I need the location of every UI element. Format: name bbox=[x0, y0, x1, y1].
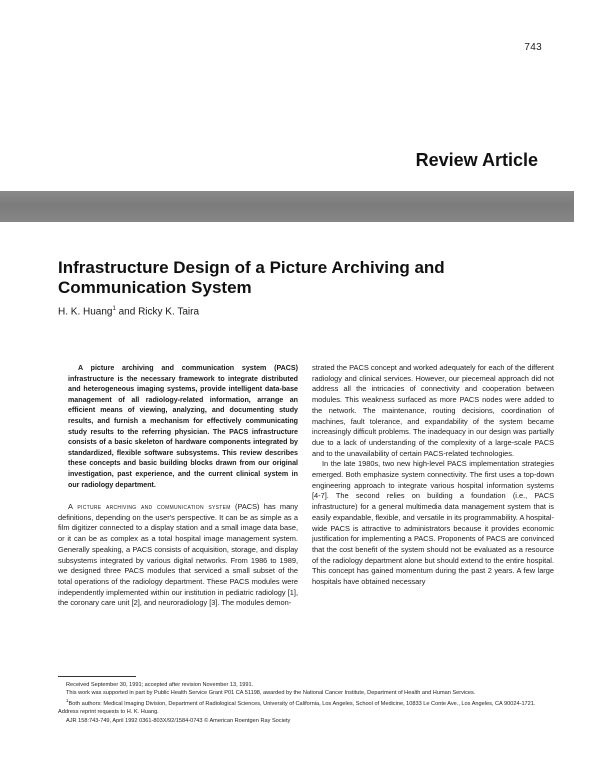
footnote-affiliation-line bbox=[58, 697, 556, 716]
intro-text: (PACS) has many definitions, depending on the user's perspective. It can be as simple as a film digitizer connected to a display station and a small image data base, or it can be as complex as a total hospital image management system. Generally speaking, a PACS consists of acquisition, storage, and display subsystems integrated by various digital networks. From 1986 to 1989, we designed three PACS modules that serviced a small subset of the total operations of the radiology department. These PACS modules were independently implemented within our institution in pediatric radiology [1], the coronary care unit [2], and neuroradiology [3]. The modules demon- bbox=[58, 502, 298, 608]
body-right-column bbox=[312, 363, 554, 588]
author-first: H. K. Huang bbox=[58, 306, 113, 318]
right-paragraph-2: In the late 1980s, two new high-level PACS implementation strategies emerged. Both emphasize system connectivity. The first uses a top-down engineering approach to integrate various hospital information systems [4-7]. The second relies on building a foundation (i.e., PACS infrastructure) for a general multimedia data management system that is easily expandable, flexible, and versatile in its programmability. A hospital-wide PACS is attractive to administrators because it provides economic justification for implementing a PACS. Proponents of PACS are convinced that the cost benefit of the system should not be evaluated as a resource of the radiology department alone but should extend to the entire hospital. This concept has gained momentum during the past 2 years. A few large hospitals have obtained necessary bbox=[312, 459, 554, 587]
author-rest: and Ricky K. Taira bbox=[115, 306, 200, 318]
authors bbox=[58, 306, 199, 317]
page-number: 743 bbox=[524, 42, 542, 53]
footnotes bbox=[58, 681, 556, 725]
footnote-support: This work was supported in part by Public Health Service Grant P01 CA 51198, awarded by the National Cancer Institute, Department of Health and Human Services. bbox=[66, 690, 476, 697]
footnote-received: Received September 30, 1991; accepted after revision November 13, 1991. bbox=[66, 682, 254, 688]
right-paragraph-1: strated the PACS concept and worked adequately for each of the different radiology and clinical services. However, our piecemeal approach did not address all the intricacies of connectivity and cooperation between modules. This weakness surfaced as more PACS nodes were added to the network. The maintenance, routing decisions, coordination of machines, fault tolerance, and expandability of the system became increasingly difficult problems. The inadequacy in our design was partially due to a lack of understanding of the complexity of a large-scale PACS and to the unavailability of certain PACS-related technologies. bbox=[312, 363, 554, 458]
section-label: Review Article bbox=[415, 150, 538, 170]
footnote-citation: AJR 158:743-749, April 1992 0361-803X/92/1584-0743 © American Roentgen Ray Society bbox=[66, 717, 291, 724]
intro-paragraph bbox=[58, 502, 298, 609]
abstract-text: A picture archiving and communication system (PACS) infrastructure is the necessary framework to integrate distributed and heterogeneous imaging systems, provide intelligent data-base management of all radiology-related information, arrange an efficient means of viewing, analyzing, and documenting study results, and furnish a mechanism for effectively communicating study results to the referring physician. The PACS infrastructure consists of a basic skeleton of hardware components integrated by standardized, flexible software subsystems. This review describes these concepts and basic building blocks drawn from our original investigation, past experience, and the current clinical system in our radiology department. bbox=[68, 364, 298, 489]
abstract bbox=[68, 363, 298, 490]
header-band bbox=[0, 191, 574, 222]
footnote-affiliation: Both authors: Medical Imaging Division, Department of Radiological Sciences, University of California, Los Angeles, School of Medicine, 10833 Le Conte Ave., Los Angeles, CA 90024-1721. Address reprint requests to H. K. Huang. bbox=[58, 701, 536, 716]
paper-title: Infrastructure Design of a Picture Archiving and Communication System bbox=[58, 258, 445, 297]
author-footnote-mark: 1 bbox=[112, 306, 116, 312]
body-left-column bbox=[58, 502, 298, 609]
footnote-affiliation-mark: 1 bbox=[66, 698, 69, 704]
footnote-rule bbox=[58, 676, 136, 677]
intro-lead-in: A picture archiving and communication system bbox=[68, 502, 231, 511]
